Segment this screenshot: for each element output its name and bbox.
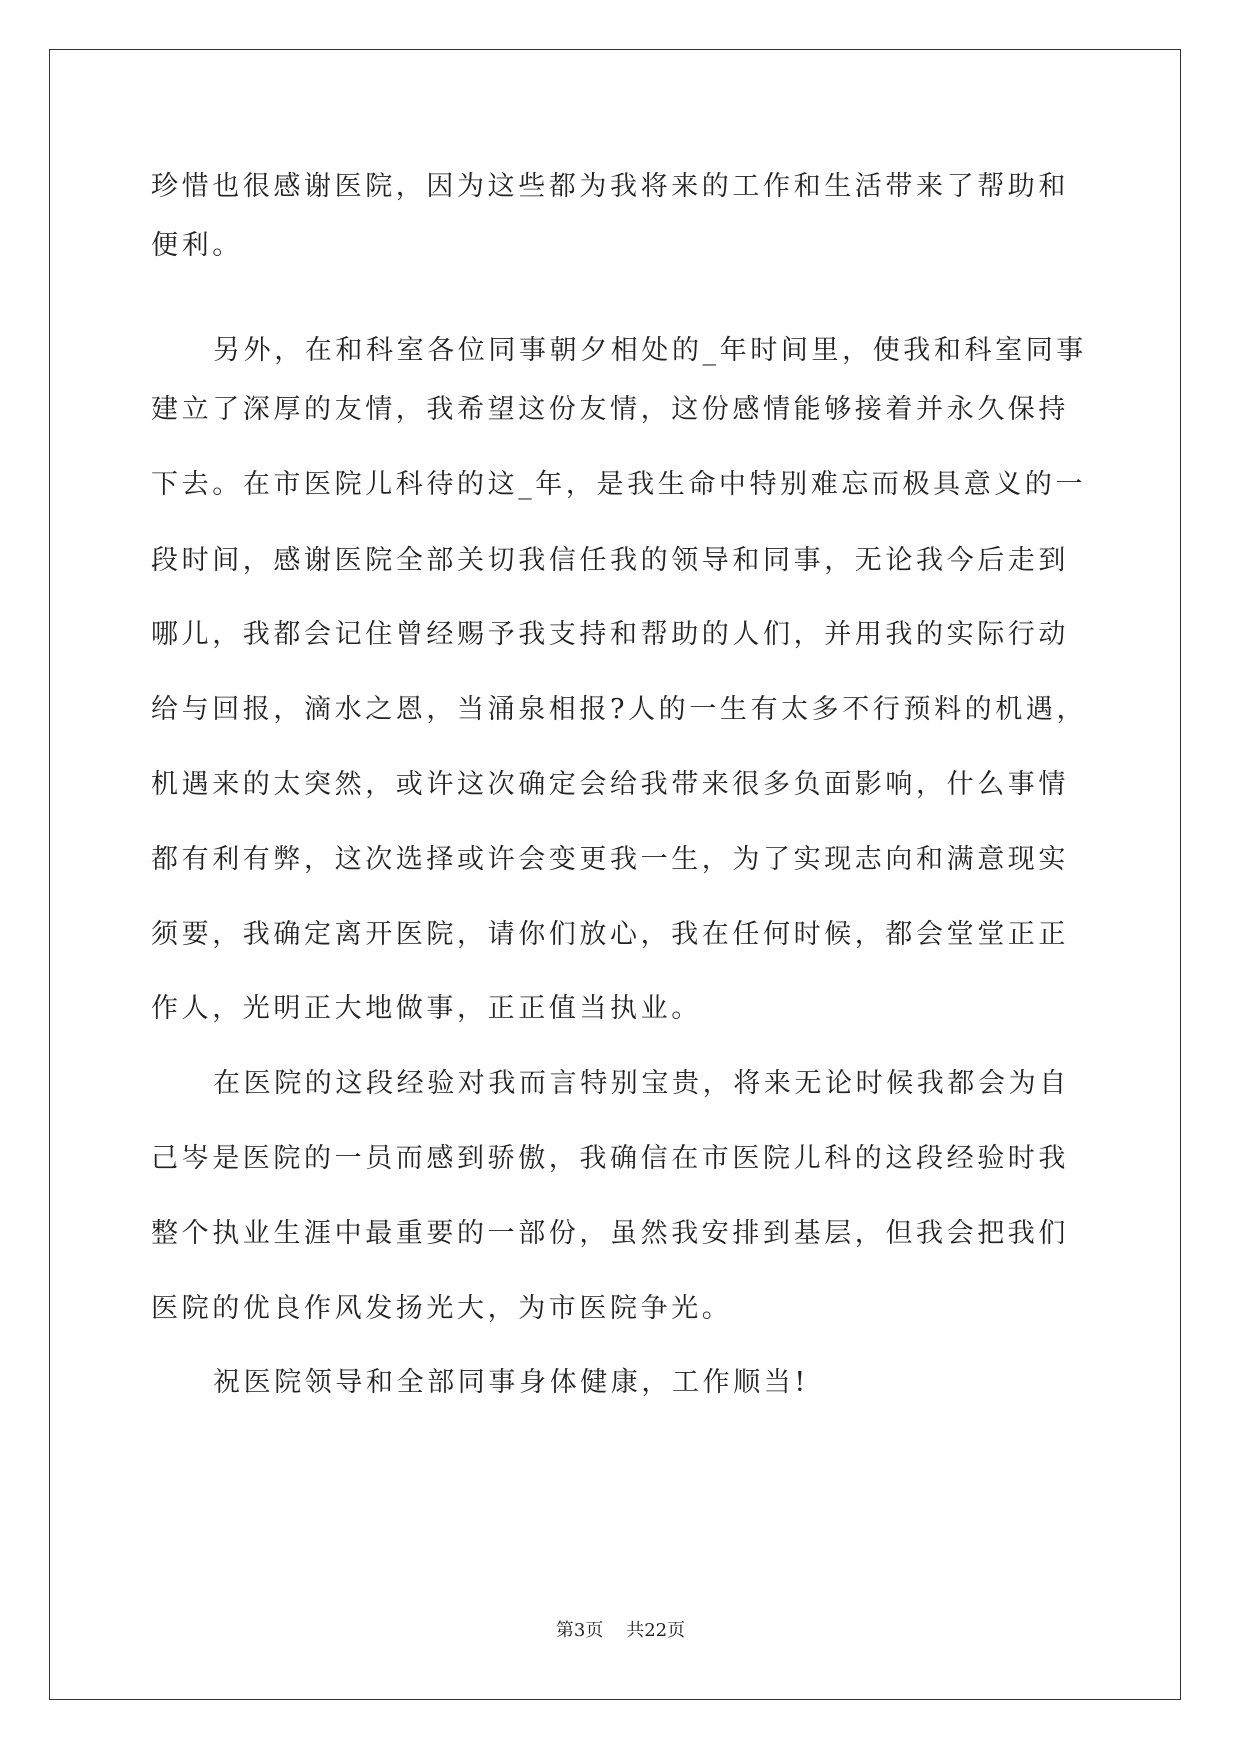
body-line-5: 下去。在市医院儿科待的这_年，是我生命中特别难忘而极具意义的一 <box>151 469 1087 500</box>
body-line-14: 己岑是医院的一员而感到骄傲，我确信在市医院儿科的这段经验时我 <box>151 1143 1069 1174</box>
body-line-4: 建立了深厚的友情，我希望这份友情，这份感情能够接着并永久保持 <box>151 394 1069 425</box>
body-line-17: 祝医院领导和全部同事身体健康，工作顺当! <box>213 1367 809 1398</box>
page-number-footer: 第3页 共22页 <box>555 1620 686 1641</box>
body-line-13: 在医院的这段经验对我而言特别宝贵，将来无论时候我都会为自 <box>213 1068 1070 1099</box>
body-line-3: 另外，在和科室各位同事朝夕相处的_年时间里，使我和科室同事 <box>213 335 1087 366</box>
body-line-8: 给与回报，滴水之恩，当涌泉相报?人的一生有太多不行预料的机遇， <box>151 694 1088 725</box>
body-line-9: 机遇来的太突然，或许这次确定会给我带来很多负面影响，什么事情 <box>151 769 1069 800</box>
body-line-11: 须要，我确定离开医院，请你们放心，我在任何时候，都会堂堂正正 <box>151 919 1069 950</box>
body-line-15: 整个执业生涯中最重要的一部份，虽然我安排到基层，但我会把我们 <box>151 1218 1069 1249</box>
body-line-10: 都有利有弊，这次选择或许会变更我一生，为了实现志向和满意现实 <box>151 844 1069 875</box>
body-line-6: 段时间，感谢医院全部关切我信任我的领导和同事，无论我今后走到 <box>151 545 1069 576</box>
body-line-12: 作人，光明正大地做事，正正值当执业。 <box>151 993 702 1024</box>
body-line-1: 珍惜也很感谢医院，因为这些都为我将来的工作和生活带来了帮助和 <box>151 171 1069 202</box>
body-line-16: 医院的优良作风发扬光大，为市医院争光。 <box>151 1293 733 1324</box>
body-line-7: 哪儿，我都会记住曾经赐予我支持和帮助的人们，并用我的实际行动 <box>151 619 1069 650</box>
body-line-2: 便利。 <box>151 230 243 261</box>
